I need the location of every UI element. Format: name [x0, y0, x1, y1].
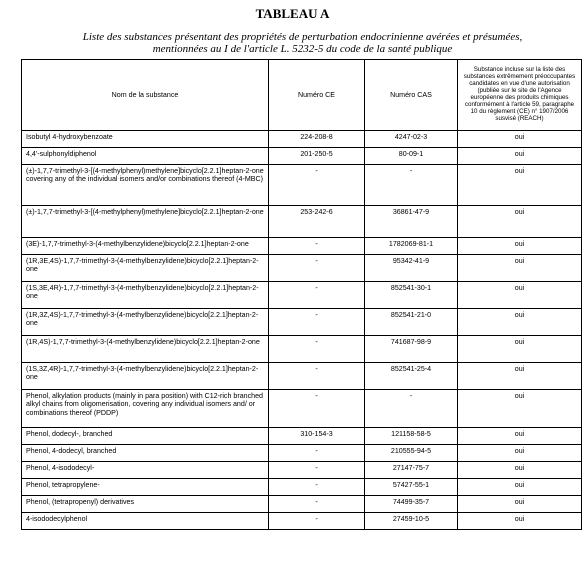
table-row	[22, 496, 582, 513]
header-reach-candidate: Substance incluse sur la liste des substances extrêmement préoccupantes candidates en vue d'une autorisation (publiée sur le site de l'Agence européenne des produits chimiques conformément à l'article 59, paragraphe 10 du règlement (CE) n° 1907/2006 susvisé (REACH)	[458, 60, 582, 131]
cell-substance-name: 4-isododecylphenol	[22, 513, 269, 530]
cell-reach-status: oui	[458, 479, 582, 496]
cell-ce-number: -	[269, 336, 365, 363]
cell-ce-number: -	[269, 363, 365, 390]
cell-cas-number: 210555-94-5	[365, 445, 458, 462]
cell-reach-status: oui	[458, 390, 582, 428]
cell-ce-number: 310-154-3	[269, 428, 365, 445]
table-row	[22, 390, 582, 428]
cell-ce-number: -	[269, 462, 365, 479]
table-row	[22, 462, 582, 479]
cell-reach-status: oui	[458, 428, 582, 445]
cell-ce-number: -	[269, 513, 365, 530]
table-body	[22, 131, 582, 530]
cell-cas-number: 852541-30-1	[365, 282, 458, 309]
cell-substance-name: (±)-1,7,7-trimethyl-3-[(4-methylphenyl)methylene]bicyclo[2.2.1]heptan-2-one	[22, 206, 269, 238]
table-row	[22, 131, 582, 148]
cell-substance-name: Phenol, (tetrapropenyl) derivatives	[22, 496, 269, 513]
cell-ce-number: 253-242-6	[269, 206, 365, 238]
header-substance-name: Nom de la substance	[22, 60, 269, 131]
cell-reach-status: oui	[458, 363, 582, 390]
page-subtitle	[40, 31, 565, 55]
cell-ce-number: -	[269, 282, 365, 309]
cell-cas-number: 1782069-81-1	[365, 238, 458, 255]
cell-cas-number: 74499-35-7	[365, 496, 458, 513]
cell-substance-name: (1S,3E,4R)-1,7,7-trimethyl-3-(4-methylbenzylidene)bicyclo[2.2.1]heptan-2-one	[22, 282, 269, 309]
cell-ce-number: 201-250-5	[269, 148, 365, 165]
cell-substance-name: (3E)-1,7,7-trimethyl-3-(4-methylbenzylidene)bicyclo[2.2.1]heptan-2-one	[22, 238, 269, 255]
table-row	[22, 282, 582, 309]
cell-cas-number: 27147-75-7	[365, 462, 458, 479]
table-header-row	[22, 60, 582, 131]
table-row	[22, 479, 582, 496]
cell-substance-name: Phenol, dodecyl-, branched	[22, 428, 269, 445]
cell-cas-number: 741687-98-9	[365, 336, 458, 363]
cell-ce-number: 224-208-8	[269, 131, 365, 148]
cell-ce-number: -	[269, 238, 365, 255]
cell-cas-number: -	[365, 390, 458, 428]
cell-reach-status: oui	[458, 282, 582, 309]
cell-reach-status: oui	[458, 206, 582, 238]
cell-reach-status: oui	[458, 165, 582, 206]
cell-ce-number: -	[269, 445, 365, 462]
cell-substance-name: Phenol, 4-dodecyl, branched	[22, 445, 269, 462]
cell-substance-name: 4,4'-sulphonyldiphenol	[22, 148, 269, 165]
cell-ce-number: -	[269, 390, 365, 428]
table-row	[22, 206, 582, 238]
cell-substance-name: (1S,3Z,4R)-1,7,7-trimethyl-3-(4-methylbenzylidene)bicyclo[2.2.1]heptan-2-one	[22, 363, 269, 390]
subtitle-line-1: Liste des substances présentant des propriétés de perturbation endocrinienne avérées et présumées,	[82, 31, 523, 43]
cell-substance-name: Phenol, alkylation products (mainly in para position) with C12-rich branched alkyl chains from oligomerisation, covering any individual isomers and/ or combinations thereof (PDDP)	[22, 390, 269, 428]
table-row	[22, 238, 582, 255]
table-row	[22, 428, 582, 445]
cell-reach-status: oui	[458, 496, 582, 513]
cell-substance-name: (1R,3Z,4S)-1,7,7-trimethyl-3-(4-methylbenzylidene)bicyclo[2.2.1]heptan-2-one	[22, 309, 269, 336]
cell-ce-number: -	[269, 309, 365, 336]
table-row	[22, 165, 582, 206]
cell-substance-name: (1R,3E,4S)-1,7,7-trimethyl-3-(4-methylbenzylidene)bicyclo[2.2.1]heptan-2-one	[22, 255, 269, 282]
cell-reach-status: oui	[458, 131, 582, 148]
cell-substance-name: (±)-1,7,7-trimethyl-3-[(4-methylphenyl)methylene]bicyclo[2.2.1]heptan-2-one covering any of the individual isomers and/or combinations thereof (4-MBC)	[22, 165, 269, 206]
table-row	[22, 363, 582, 390]
table-row	[22, 309, 582, 336]
cell-cas-number: 57427-55-1	[365, 479, 458, 496]
cell-cas-number: 852541-25-4	[365, 363, 458, 390]
cell-reach-status: oui	[458, 255, 582, 282]
cell-substance-name: (1R,4S)-1,7,7-trimethyl-3-(4-methylbenzylidene)bicyclo[2.2.1]heptan-2-one	[22, 336, 269, 363]
cell-reach-status: oui	[458, 309, 582, 336]
header-cas-number: Numéro CAS	[365, 60, 458, 131]
table-row	[22, 336, 582, 363]
cell-reach-status: oui	[458, 462, 582, 479]
header-ce-number: Numéro CE	[269, 60, 365, 131]
cell-cas-number: -	[365, 165, 458, 206]
cell-reach-status: oui	[458, 336, 582, 363]
cell-substance-name: Phenol, 4-isododecyl-	[22, 462, 269, 479]
cell-cas-number: 80-09-1	[365, 148, 458, 165]
cell-substance-name: Isobutyl 4-hydroxybenzoate	[22, 131, 269, 148]
cell-cas-number: 852541-21-0	[365, 309, 458, 336]
cell-cas-number: 27459-10-5	[365, 513, 458, 530]
table-row	[22, 513, 582, 530]
cell-cas-number: 4247-02-3	[365, 131, 458, 148]
cell-cas-number: 95342-41-9	[365, 255, 458, 282]
cell-cas-number: 36861-47-9	[365, 206, 458, 238]
substances-table	[21, 59, 582, 530]
subtitle-line-2: mentionnées au I de l'article L. 5232-5 du code de la santé publique	[152, 43, 453, 55]
table-row	[22, 148, 582, 165]
cell-ce-number: -	[269, 479, 365, 496]
cell-reach-status: oui	[458, 513, 582, 530]
cell-ce-number: -	[269, 496, 365, 513]
table-row	[22, 255, 582, 282]
cell-cas-number: 121158-58-5	[365, 428, 458, 445]
cell-reach-status: oui	[458, 445, 582, 462]
cell-ce-number: -	[269, 255, 365, 282]
cell-reach-status: oui	[458, 148, 582, 165]
table-row	[22, 445, 582, 462]
page-title: TABLEAU A	[255, 6, 330, 21]
cell-reach-status: oui	[458, 238, 582, 255]
cell-ce-number: -	[269, 165, 365, 206]
cell-substance-name: Phenol, tetrapropylene-	[22, 479, 269, 496]
